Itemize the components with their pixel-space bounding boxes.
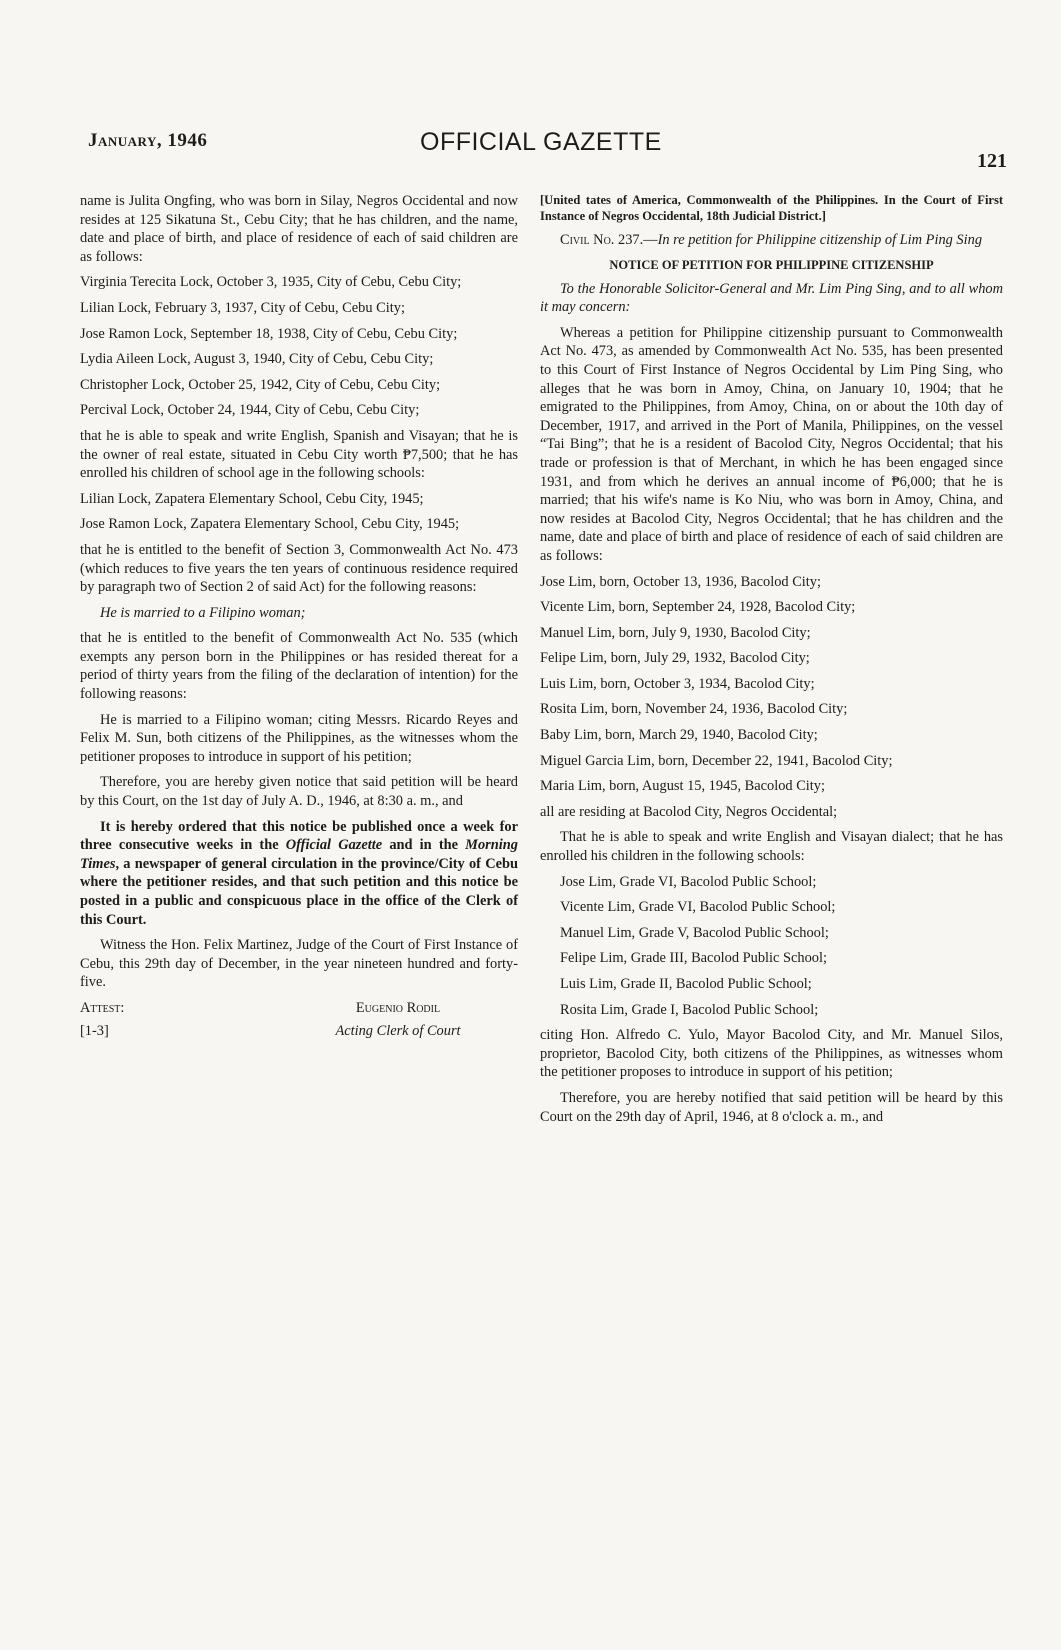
civil-number: Civil No. 237.— xyxy=(560,232,658,248)
paragraph: That he is able to speak and write English and Visayan dialect; that he has enrolled his children in the following schools: xyxy=(540,829,1003,865)
paragraph: citing Hon. Alfredo C. Yulo, Mayor Bacolod City, and Mr. Manuel Silos, proprietor, Bacolod City, both citizens of the Philippines, as witnesses whom the petitioner proposes to introduce in support of his petition; xyxy=(540,1027,1003,1081)
paragraph: Witness the Hon. Felix Martinez, Judge of the Court of First Instance of Cebu, this 29th day of December, in the year nineteen hundred and forty-five. xyxy=(80,937,518,991)
paragraph: Therefore, you are hereby notified that said petition will be heard by this Court on the 29th day of April, 1946, at 8 o'clock a. m., and xyxy=(540,1089,1003,1125)
reference-number: [1-3] xyxy=(80,1022,109,1039)
right-column xyxy=(540,192,1003,1133)
text-run: , a newspaper of general circulation in the province/City of Cebu where the petitioner resides, and that such petition and this notice be posted in a public and conspicuous place in the office of the Clerk of this Court. xyxy=(80,855,518,928)
school-entry: Manuel Lim, Grade V, Bacolod Public School; xyxy=(560,924,829,941)
court-header: [United tates of America, Commonwealth of the Philippines. In the Court of First Instance of Negros Occidental, 18th Judicial District.] xyxy=(540,193,1003,223)
paragraph xyxy=(80,818,518,930)
notice-title: NOTICE OF PETITION FOR PHILIPPINE CITIZENSHIP xyxy=(609,257,934,272)
school-entry: Jose Lim, Grade VI, Bacolod Public School; xyxy=(560,873,817,890)
child-entry: Baby Lim, born, March 29, 1940, Bacolod City; xyxy=(540,727,818,744)
child-entry: Vicente Lim, born, September 24, 1928, Bacolod City; xyxy=(540,599,856,616)
newspaper-name: Morning Times xyxy=(80,837,518,872)
case-title: In re petition for Philippine citizenship of Lim Ping Sing xyxy=(657,232,983,248)
child-entry: Jose Lim, born, October 13, 1936, Bacolod City; xyxy=(540,573,821,590)
clerk-name: Eugenio Rodil xyxy=(355,999,441,1016)
child-entry: Jose Ramon Lock, September 18, 1938, City of Cebu, Cebu City; xyxy=(80,325,458,342)
child-entry: Lydia Aileen Lock, August 3, 1940, City of Cebu, Cebu City; xyxy=(80,351,434,368)
child-entry: Lilian Lock, February 3, 1937, City of Cebu, Cebu City; xyxy=(80,299,405,316)
child-entry: Miguel Garcia Lim, born, December 22, 1941, Bacolod City; xyxy=(540,752,893,769)
text-run: and in the xyxy=(389,837,459,854)
paragraph: that he is entitled to the benefit of Section 3, Commonwealth Act No. 473 (which reduces to five years the ten years of continuous residence required by paragraph two of Section 2 of said Act) for the following reasons: xyxy=(80,541,518,596)
paragraph: all are residing at Bacolod City, Negros Occidental; xyxy=(540,803,838,820)
child-entry: Felipe Lim, born, July 29, 1932, Bacolod City; xyxy=(540,650,810,667)
child-entry: Luis Lim, born, October 3, 1934, Bacolod City; xyxy=(540,675,815,692)
child-entry: Virginia Terecita Lock, October 3, 1935, City of Cebu, Cebu City; xyxy=(80,274,462,291)
address-line: To the Honorable Solicitor-General and Mr. Lim Ping Sing, and to all whom it may concern: xyxy=(540,280,1003,316)
signature-block xyxy=(80,1022,518,1041)
paragraph: He is married to a Filipino woman; citing Messrs. Ricardo Reyes and Felix M. Sun, both citizens of the Philippines, as the witnesses whom the petitioner proposes to introduce in support of his petition; xyxy=(80,711,518,765)
clerk-title: Acting Clerk of Court xyxy=(335,1022,461,1039)
school-entry: Felipe Lim, Grade III, Bacolod Public School; xyxy=(560,950,827,967)
paragraph: name is Julita Ongfing, who was born in Silay, Negros Occidental and now resides at 125 Sikatuna St., Cebu City; that he has children, and the name, date and place of birth, and place of residence of each of said children are as follows: xyxy=(80,193,518,265)
case-number xyxy=(540,231,1003,250)
attest-label: Attest: xyxy=(80,999,125,1016)
child-entry: Manuel Lim, born, July 9, 1930, Bacolod City; xyxy=(540,624,811,641)
school-entry: Jose Ramon Lock, Zapatera Elementary School, Cebu City, 1945; xyxy=(80,516,460,533)
child-entry: Maria Lim, born, August 15, 1945, Bacolod City; xyxy=(540,778,825,795)
paragraph: that he is able to speak and write English, Spanish and Visayan; that he is the owner of real estate, situated in Cebu City worth ₱7,500; that he has enrolled his children of school age in the following schools: xyxy=(80,427,518,482)
page-header xyxy=(0,128,1061,178)
child-entry: Rosita Lim, born, November 24, 1936, Bacolod City; xyxy=(540,701,848,718)
publication-title: OFFICIAL GAZETTE xyxy=(420,128,662,156)
school-entry: Lilian Lock, Zapatera Elementary School, Cebu City, 1945; xyxy=(80,490,424,507)
signature-block xyxy=(80,999,518,1018)
school-entry: Luis Lim, Grade II, Bacolod Public School; xyxy=(560,976,812,992)
gazette-name: Official Gazette xyxy=(285,837,383,854)
paragraph: Whereas a petition for Philippine citizenship pursuant to Commonwealth Act No. 473, as amended by Commonwealth Act No. 535, has been presented to this Court of First Instance of Negros Occidental by Lim Ping Sing, who alleges that he was born in Amoy, China, on January 10, 1904; that he emigrated to the Philippines, from Amoy, China, on or about the 10th day of December, 1917, and arrived in the Port of Manila, Philippines, on the vessel “Tai Bing”; that he is a resident of Bacolod City, Negros Occidental; that his trade or profession is that of Merchant, in which he has been engaged since 1931, and from which he derives an annual income of ₱6,000; that he is married; that his wife's name is Ko Niu, who was born in Amoy, China, and now resides at Bacolod City, Negros Occidental; that he has children and the name, date and place of birth and place of residence of each of said children are as follows: xyxy=(540,324,1003,564)
child-entry: Christopher Lock, October 25, 1942, City of Cebu, Cebu City; xyxy=(80,376,441,393)
child-entry: Percival Lock, October 24, 1944, City of Cebu, Cebu City; xyxy=(80,402,420,419)
reason: He is married to a Filipino woman; xyxy=(100,604,306,621)
text-run: It is hereby ordered that this notice be published once a week for three consecutive weeks in the xyxy=(80,818,518,854)
page-number: 121 xyxy=(977,150,1007,172)
left-column xyxy=(80,192,518,1040)
paragraph: that he is entitled to the benefit of Commonwealth Act No. 535 (which exempts any person born in the Philippines or has resided thereat for a period of thirty years from the filing of the declaration of intention) for the following reasons: xyxy=(80,630,518,703)
paragraph: Therefore, you are hereby given notice that said petition will be heard by this Court, on the 1st day of July A. D., 1946, at 8:30 a. m., and xyxy=(80,774,518,810)
school-entry: Rosita Lim, Grade I, Bacolod Public School; xyxy=(560,1001,819,1018)
issue-date: January, 1946 xyxy=(88,130,208,151)
school-entry: Vicente Lim, Grade VI, Bacolod Public School; xyxy=(560,899,836,916)
